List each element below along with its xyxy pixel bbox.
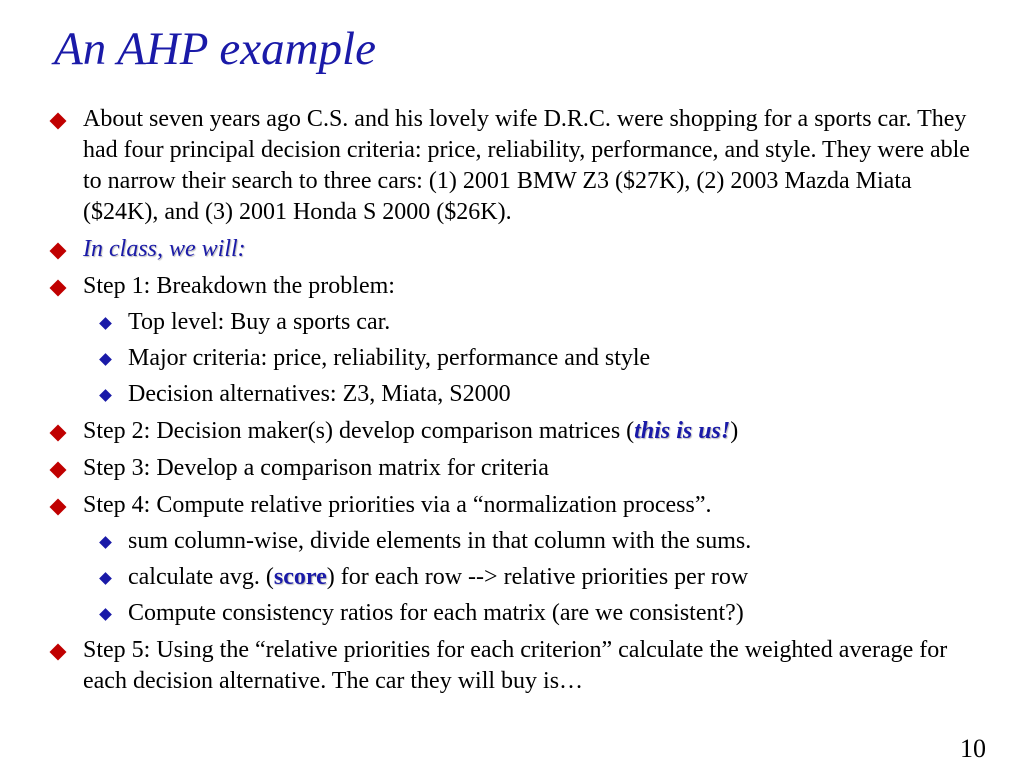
red-diamond-bullet-icon xyxy=(50,425,67,442)
bullet-step-1-text: Step 1: Breakdown the problem: xyxy=(83,273,395,299)
blue-diamond-bullet-icon xyxy=(99,608,112,621)
sub-bullet-top-level xyxy=(46,307,976,338)
bullet-intro xyxy=(46,104,976,228)
bullet-step-5 xyxy=(46,635,976,697)
bullet-step-4 xyxy=(46,490,976,521)
blue-diamond-bullet-icon xyxy=(99,317,112,330)
bullet-step-5-text: Step 5: Using the “relative priorities for each criterion” calculate the weighted average for each decision alternative. The car they will buy is… xyxy=(83,637,948,694)
sub-bullet-calc-avg xyxy=(46,562,976,593)
bullet-step-2-text-pre: Step 2: Decision maker(s) develop comparison matrices ( xyxy=(83,418,635,444)
red-diamond-bullet-icon xyxy=(50,462,67,479)
slide-body xyxy=(46,98,976,697)
sub-bullet-calc-avg-text-post: ) for each row --> relative priorities per row xyxy=(326,564,749,590)
bullet-step-4-text: Step 4: Compute relative priorities via a “normalization process”. xyxy=(83,492,712,518)
red-diamond-bullet-icon xyxy=(50,243,67,260)
sub-bullet-sum-column xyxy=(46,526,976,557)
sub-bullet-alternatives xyxy=(46,379,976,410)
blue-diamond-bullet-icon xyxy=(99,536,112,549)
sub-bullet-alternatives-text: Decision alternatives: Z3, Miata, S2000 xyxy=(128,381,511,407)
sub-bullet-consistency-text: Compute consistency ratios for each matrix (are we consistent?) xyxy=(128,600,744,626)
bullet-step-1 xyxy=(46,271,976,302)
bullet-step-2 xyxy=(46,416,976,447)
sub-bullet-top-level-text: Top level: Buy a sports car. xyxy=(128,309,391,335)
bullet-in-class-text: In class, we will: xyxy=(83,236,246,262)
blue-diamond-bullet-icon xyxy=(99,572,112,585)
sub-bullet-calc-avg-score: score xyxy=(273,564,327,590)
red-diamond-bullet-icon xyxy=(50,644,67,661)
bullet-in-class xyxy=(46,234,976,265)
bullet-intro-text: About seven years ago C.S. and his lovely wife D.R.C. were shopping for a sports car. They had four principal decision criteria: price, reliability, performance, and style. They were able to narrow their search to three cars: (1) 2001 BMW Z3 ($27K), (2) 2003 Mazda Miata ($24K), and (3) 2001 Honda S 2000 ($26K). xyxy=(83,106,970,225)
bullet-step-3 xyxy=(46,453,976,484)
bullet-step-2-emphasis: this is us! xyxy=(634,418,731,444)
sub-bullet-major-criteria-text: Major criteria: price, reliability, performance and style xyxy=(128,345,651,371)
blue-diamond-bullet-icon xyxy=(99,353,112,366)
slide-title: An AHP example xyxy=(54,23,376,75)
page-number: 10 xyxy=(960,734,986,763)
sub-bullet-calc-avg-text-pre: calculate avg. ( xyxy=(128,564,274,590)
blue-diamond-bullet-icon xyxy=(99,389,112,402)
red-diamond-bullet-icon xyxy=(50,280,67,297)
sub-bullet-consistency xyxy=(46,598,976,629)
bullet-step-3-text: Step 3: Develop a comparison matrix for criteria xyxy=(83,455,549,481)
bullet-step-2-text-post: ) xyxy=(730,418,739,444)
sub-bullet-sum-column-text: sum column-wise, divide elements in that column with the sums. xyxy=(128,528,752,554)
red-diamond-bullet-icon xyxy=(50,113,67,130)
sub-bullet-major-criteria xyxy=(46,343,976,374)
red-diamond-bullet-icon xyxy=(50,499,67,516)
